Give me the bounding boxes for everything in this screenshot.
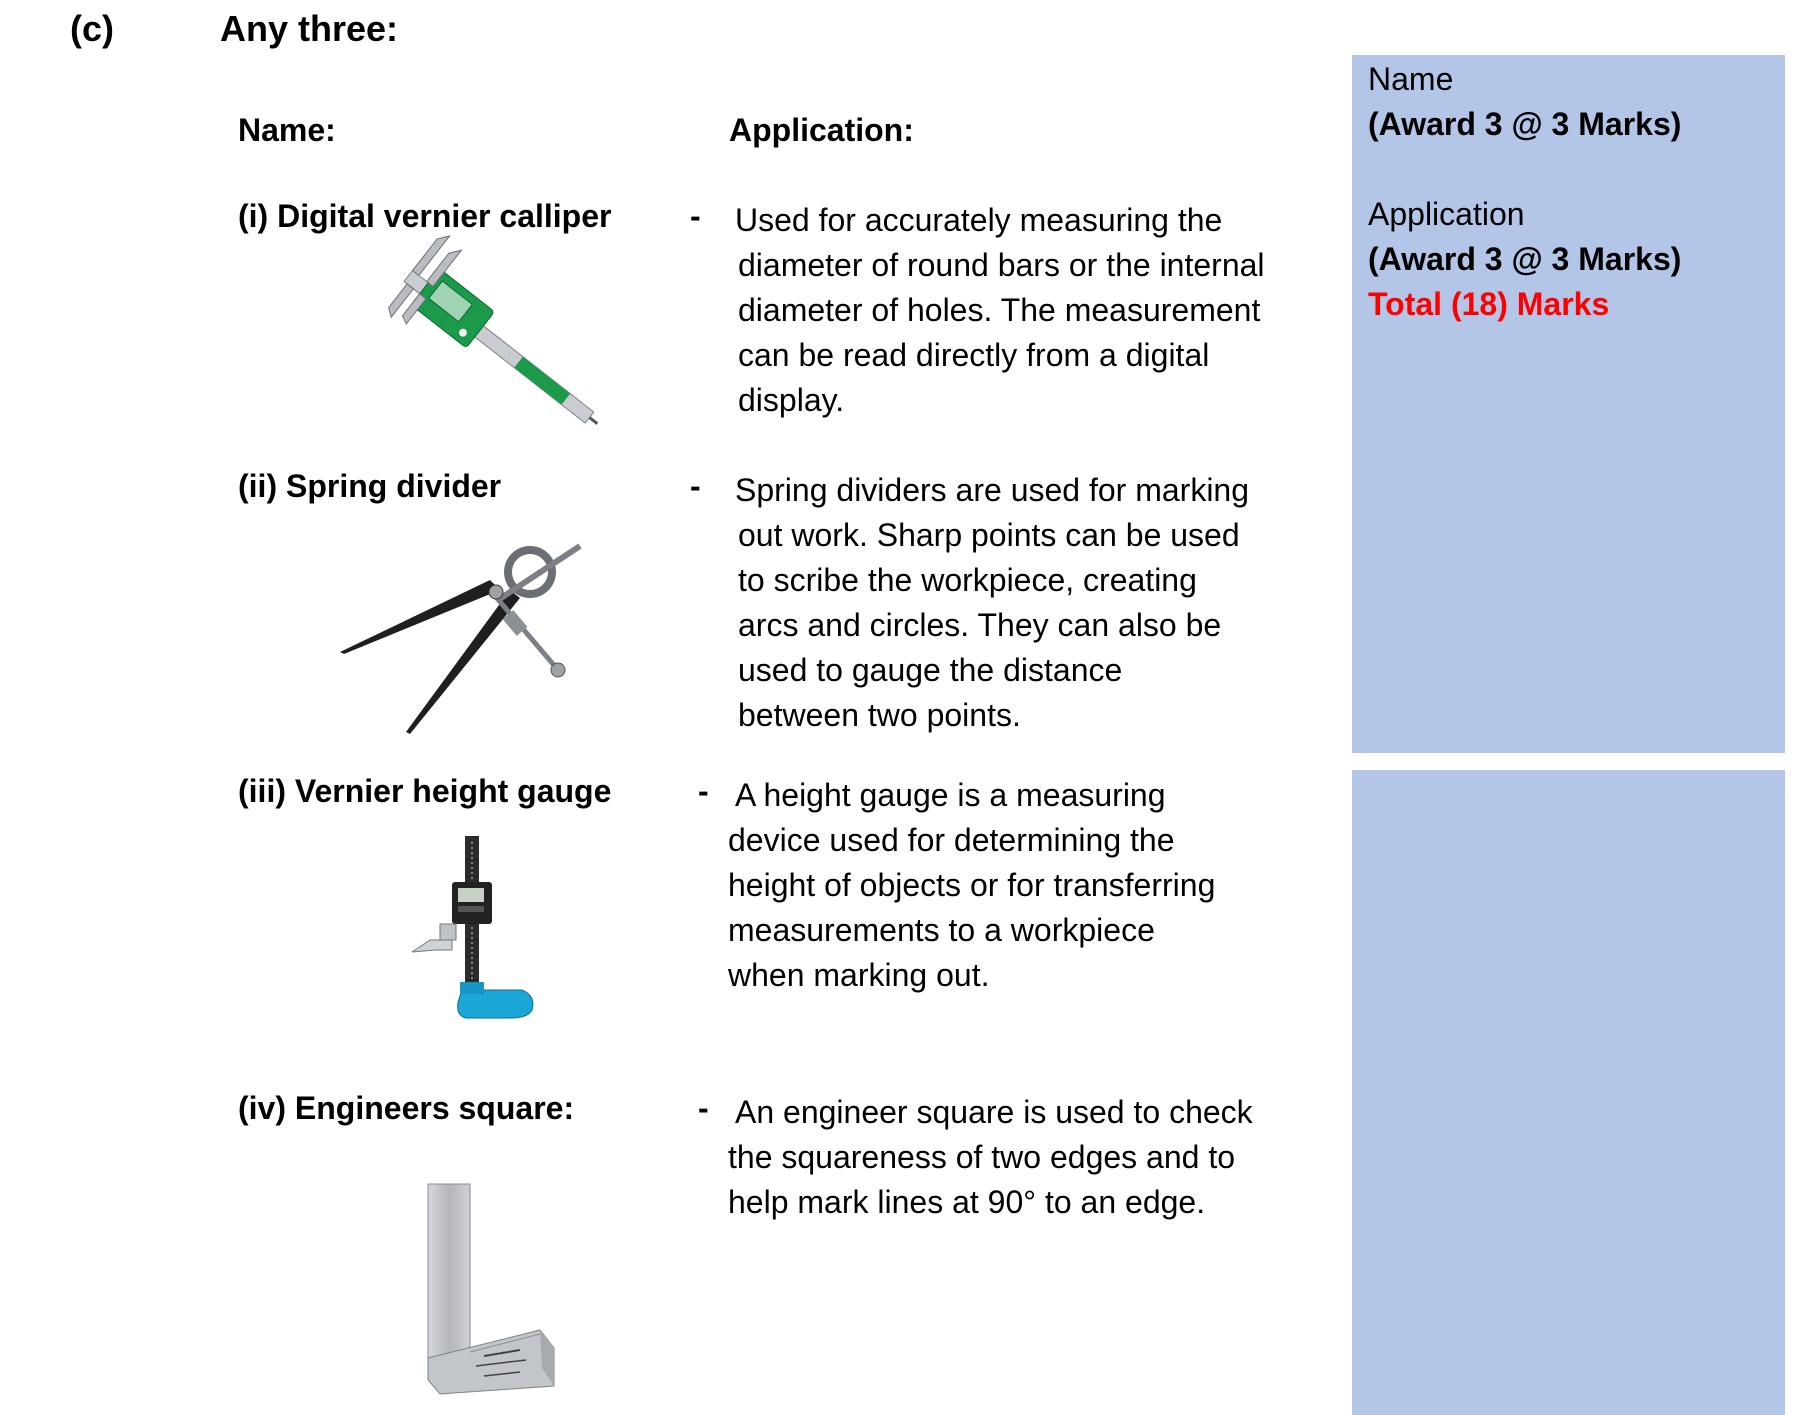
marking-application-label: Application — [1368, 196, 1525, 232]
vernier-height-gauge-image — [410, 832, 540, 1022]
item-dash: - — [698, 1090, 709, 1126]
item-application-text — [735, 468, 1249, 738]
item-dash: - — [690, 468, 701, 504]
marking-name-label: Name — [1368, 61, 1454, 97]
application-line: measurements to a workpiece — [728, 912, 1155, 948]
application-line: help mark lines at 90° to an edge. — [728, 1184, 1206, 1220]
spring-divider-image — [340, 538, 600, 738]
item-application-text — [728, 773, 1216, 998]
marking-name-award: (Award 3 @ 3 Marks) — [1368, 106, 1682, 142]
item-application-text — [728, 1090, 1253, 1225]
marking-panel-continued — [1352, 770, 1785, 1415]
marking-application-award: (Award 3 @ 3 Marks) — [1368, 241, 1682, 277]
application-line: display. — [738, 382, 845, 418]
application-line: when marking out. — [728, 957, 990, 993]
application-line: A height gauge is a measuring — [735, 777, 1166, 813]
application-line: arcs and circles. They can also be — [738, 607, 1222, 643]
item-dash: - — [690, 198, 701, 234]
marking-total: Total (18) Marks — [1368, 286, 1610, 322]
application-line: out work. Sharp points can be used — [738, 517, 1240, 553]
application-line: height of objects or for transferring — [728, 867, 1216, 903]
application-line: to scribe the workpiece, creating — [738, 562, 1197, 598]
question-title: Any three: — [220, 8, 399, 49]
application-line: used to gauge the distance — [738, 652, 1123, 688]
application-line: diameter of holes. The measurement — [738, 292, 1261, 328]
name-column-heading: Name: — [238, 112, 336, 148]
question-number: (c) — [70, 8, 114, 49]
item-name-digital-vernier-calliper: (i) Digital vernier calliper — [238, 198, 612, 234]
application-line: device used for determining the — [728, 822, 1175, 858]
engineers-square-image — [420, 1180, 560, 1400]
item-application-text — [735, 198, 1265, 423]
item-name-engineers-square: (iv) Engineers square: — [238, 1090, 575, 1126]
application-line: can be read directly from a digital — [738, 337, 1210, 373]
application-column-heading: Application: — [729, 112, 914, 148]
application-line: between two points. — [738, 697, 1021, 733]
item-name-vernier-height-gauge: (iii) Vernier height gauge — [238, 773, 612, 809]
digital-vernier-calliper-image — [370, 255, 620, 445]
application-line: Used for accurately measuring the — [735, 202, 1223, 238]
application-line: An engineer square is used to check — [735, 1094, 1253, 1130]
item-name-spring-divider: (ii) Spring divider — [238, 468, 502, 504]
application-line: the squareness of two edges and to — [728, 1139, 1236, 1175]
item-dash: - — [698, 773, 709, 809]
application-line: Spring dividers are used for marking — [735, 472, 1250, 508]
application-line: diameter of round bars or the internal — [738, 247, 1265, 283]
marking-panel — [1352, 55, 1785, 753]
